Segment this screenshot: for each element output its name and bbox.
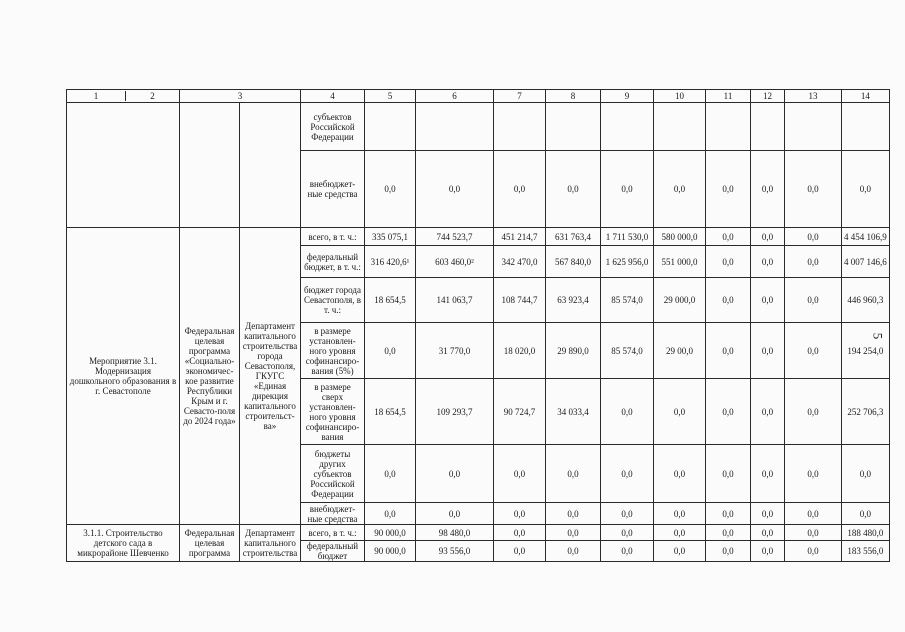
value-cell: 0,0	[785, 379, 842, 445]
value-cell: 580 000,0	[654, 228, 706, 246]
value-cell: 603 460,0²	[416, 246, 494, 278]
value-cell: 0,0	[494, 541, 546, 562]
col-number: 13	[785, 90, 842, 103]
value-cell: 567 840,0	[546, 246, 601, 278]
executor-name: Департамент капитального строительства города Севастополя, ГКУГС «Единая дирекция капитального строительст-ва»	[240, 228, 301, 525]
value-cell	[785, 103, 842, 151]
value-cell: 194 254,0	[842, 323, 890, 379]
value-cell: 0,0	[546, 445, 601, 503]
value-cell: 0,0	[706, 503, 751, 525]
value-cell: 4 007 146,6	[842, 246, 890, 278]
value-cell: 31 770,0	[416, 323, 494, 379]
value-cell: 0,0	[546, 503, 601, 525]
value-cell	[654, 103, 706, 151]
col-number: 4	[301, 90, 365, 103]
header-cell-1-2	[67, 90, 180, 103]
value-cell: 0,0	[706, 228, 751, 246]
funding-source-label: бюджет города Севастополя, в т. ч.:	[301, 278, 365, 323]
value-cell: 93 556,0	[416, 541, 494, 562]
col-number: 6	[416, 90, 494, 103]
table-row	[67, 525, 890, 541]
value-cell: 0,0	[785, 323, 842, 379]
value-cell: 0,0	[601, 503, 654, 525]
value-cell: 744 523,7	[416, 228, 494, 246]
funding-source-label: в размере установлен-ного уровня софинансиро-вания (5%)	[301, 323, 365, 379]
value-cell: 0,0	[706, 278, 751, 323]
col-number: 11	[706, 90, 751, 103]
empty-cell	[180, 103, 240, 228]
value-cell: 108 744,7	[494, 278, 546, 323]
value-cell: 1 711 530,0	[601, 228, 654, 246]
header-row	[67, 90, 890, 103]
value-cell: 551 000,0	[654, 246, 706, 278]
value-cell: 4 454 106,9	[842, 228, 890, 246]
empty-cell	[240, 103, 301, 228]
value-cell: 0,0	[654, 379, 706, 445]
funding-source-label: федеральный бюджет, в т. ч.:	[301, 246, 365, 278]
funding-source-label: внебюджет-ные средства	[301, 503, 365, 525]
budget-table	[66, 89, 890, 562]
value-cell: 29 890,0	[546, 323, 601, 379]
value-cell: 0,0	[546, 541, 601, 562]
funding-source-label: федеральный бюджет	[301, 541, 365, 562]
value-cell: 90 724,7	[494, 379, 546, 445]
executor-name: Департамент капитального строительства	[240, 525, 301, 562]
col-number: 10	[654, 90, 706, 103]
value-cell: 188 480,0	[842, 525, 890, 541]
table-row	[67, 228, 890, 246]
value-cell	[751, 103, 785, 151]
funding-source-label: всего, в т. ч.:	[301, 228, 365, 246]
value-cell: 0,0	[365, 323, 416, 379]
value-cell: 0,0	[601, 151, 654, 228]
value-cell: 451 214,7	[494, 228, 546, 246]
col-number: 3	[180, 90, 301, 103]
value-cell: 0,0	[751, 525, 785, 541]
empty-cell	[67, 103, 180, 228]
value-cell	[416, 103, 494, 151]
table-row	[67, 103, 890, 151]
funding-source-label: внебюджет-ные средства	[301, 151, 365, 228]
col-number: 5	[365, 90, 416, 103]
value-cell	[706, 103, 751, 151]
value-cell: 85 574,0	[601, 278, 654, 323]
value-cell: 0,0	[706, 445, 751, 503]
page-number: 5	[870, 332, 886, 340]
program-name: Федеральная целевая программа	[180, 525, 240, 562]
value-cell: 0,0	[365, 445, 416, 503]
value-cell: 0,0	[842, 503, 890, 525]
value-cell: 0,0	[785, 151, 842, 228]
value-cell: 0,0	[706, 151, 751, 228]
value-cell: 0,0	[494, 151, 546, 228]
value-cell: 0,0	[365, 151, 416, 228]
value-cell: 316 420,6¹	[365, 246, 416, 278]
value-cell	[601, 103, 654, 151]
col-number: 14	[842, 90, 890, 103]
value-cell: 0,0	[751, 228, 785, 246]
value-cell: 0,0	[751, 323, 785, 379]
value-cell	[365, 103, 416, 151]
value-cell: 0,0	[416, 503, 494, 525]
measure-name: 3.1.1. Строительство детского сада в микрорайоне Шевченко	[67, 525, 180, 562]
col-number: 1	[67, 91, 126, 101]
value-cell: 252 706,3	[842, 379, 890, 445]
value-cell: 342 470,0	[494, 246, 546, 278]
value-cell: 446 960,3	[842, 278, 890, 323]
funding-source-label: всего, в т. ч.:	[301, 525, 365, 541]
col-number: 2	[150, 91, 155, 101]
value-cell: 0,0	[706, 541, 751, 562]
value-cell: 0,0	[494, 445, 546, 503]
value-cell: 18 020,0	[494, 323, 546, 379]
value-cell: 0,0	[416, 445, 494, 503]
value-cell: 0,0	[546, 151, 601, 228]
value-cell: 29 000,0	[654, 278, 706, 323]
value-cell: 0,0	[751, 278, 785, 323]
value-cell: 631 763,4	[546, 228, 601, 246]
program-name: Федеральная целевая программа «Социально-экономичес-кое развитие Республики Крым и г. Севасто-поля до 2024 года»	[180, 228, 240, 525]
value-cell: 0,0	[654, 503, 706, 525]
value-cell: 0,0	[601, 525, 654, 541]
value-cell: 0,0	[494, 525, 546, 541]
value-cell: 0,0	[751, 379, 785, 445]
value-cell: 0,0	[706, 246, 751, 278]
value-cell: 0,0	[706, 323, 751, 379]
value-cell: 0,0	[654, 541, 706, 562]
col-number: 9	[601, 90, 654, 103]
value-cell: 34 033,4	[546, 379, 601, 445]
value-cell: 0,0	[546, 525, 601, 541]
value-cell: 0,0	[751, 503, 785, 525]
value-cell: 0,0	[416, 151, 494, 228]
value-cell: 0,0	[654, 151, 706, 228]
value-cell: 0,0	[751, 541, 785, 562]
value-cell: 0,0	[654, 445, 706, 503]
value-cell: 18 654,5	[365, 379, 416, 445]
col-number: 8	[546, 90, 601, 103]
funding-source-label: в размере сверх установлен-ного уровня софинансиро-вания	[301, 379, 365, 445]
value-cell	[546, 103, 601, 151]
col-number: 7	[494, 90, 546, 103]
value-cell: 90 000,0	[365, 541, 416, 562]
value-cell: 0,0	[785, 503, 842, 525]
value-cell: 0,0	[654, 525, 706, 541]
value-cell: 1 625 956,0	[601, 246, 654, 278]
funding-source-label: субъектов Российской Федерации	[301, 103, 365, 151]
value-cell: 0,0	[785, 246, 842, 278]
value-cell: 0,0	[751, 445, 785, 503]
value-cell: 0,0	[785, 278, 842, 323]
value-cell	[494, 103, 546, 151]
value-cell: 0,0	[601, 445, 654, 503]
value-cell: 0,0	[785, 228, 842, 246]
value-cell: 29 00,0	[654, 323, 706, 379]
value-cell: 18 654,5	[365, 278, 416, 323]
value-cell: 0,0	[494, 503, 546, 525]
value-cell: 0,0	[365, 503, 416, 525]
value-cell: 0,0	[706, 379, 751, 445]
value-cell: 141 063,7	[416, 278, 494, 323]
value-cell: 109 293,7	[416, 379, 494, 445]
value-cell: 0,0	[842, 151, 890, 228]
value-cell: 335 075,1	[365, 228, 416, 246]
funding-source-label: бюджеты других субъектов Российской Федерации	[301, 445, 365, 503]
value-cell: 0,0	[601, 379, 654, 445]
value-cell: 0,0	[751, 246, 785, 278]
value-cell: 0,0	[785, 445, 842, 503]
col-number: 12	[751, 90, 785, 103]
value-cell: 0,0	[785, 525, 842, 541]
value-cell: 85 574,0	[601, 323, 654, 379]
value-cell: 0,0	[751, 151, 785, 228]
value-cell: 0,0	[706, 525, 751, 541]
value-cell: 63 923,4	[546, 278, 601, 323]
value-cell: 0,0	[785, 541, 842, 562]
measure-name: Мероприятие 3.1. Модернизация дошкольного образования в г. Севастополе	[67, 228, 180, 525]
value-cell	[842, 103, 890, 151]
value-cell: 183 556,0	[842, 541, 890, 562]
value-cell: 0,0	[601, 541, 654, 562]
value-cell: 0,0	[842, 445, 890, 503]
value-cell: 90 000,0	[365, 525, 416, 541]
value-cell: 98 480,0	[416, 525, 494, 541]
